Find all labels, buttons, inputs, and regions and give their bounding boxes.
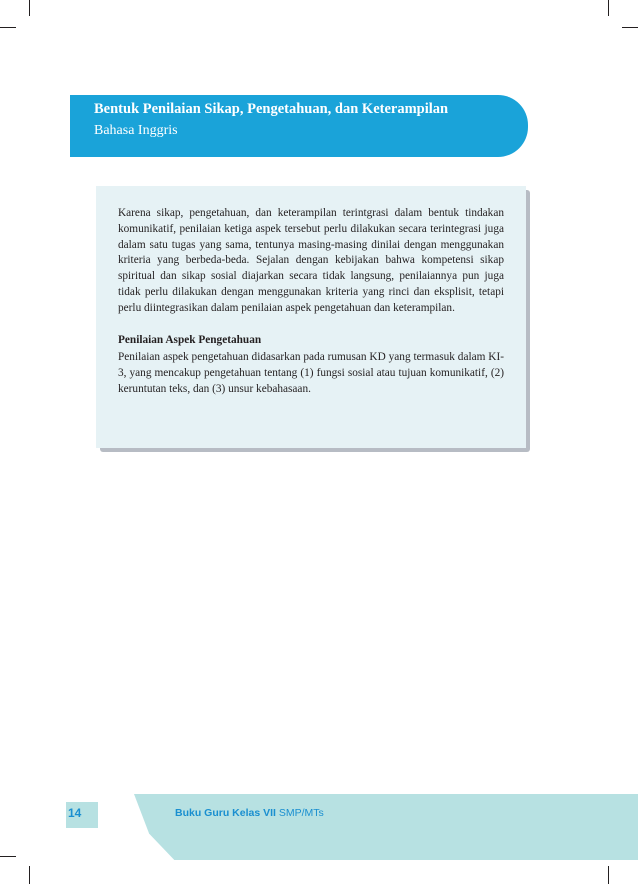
intro-paragraph: Karena sikap, pengetahuan, dan keterampilan terintgrasi dalam bentuk tindakan komunikatif, penilaian ketiga aspek tersebut perlu dilakukan secara terintegrasi juga dalam satu tugas yang sama, tentunya masing-masing dinilai dengan menggunakan kriteria yang berbeda-beda. Sejalan dengan kebijakan bahwa kompetensi sikap spiritual dan sikap sosial diajarkan secara tidak langsung, penilaiannya pun juga tidak perlu dilakukan dengan menggunakan kriteria yang rinci dan eksplisit, tetapi perlu diintegrasikan dalam penilaian aspek pengetahuan dan keterampilan.: [118, 207, 504, 314]
footer-band: [134, 794, 638, 860]
page-number: 14: [68, 806, 82, 820]
crop-mark-top-left-h: [0, 27, 16, 28]
header-banner: [70, 95, 528, 157]
footer-book-suffix: SMP/MTs: [275, 807, 324, 819]
content-box-body: [118, 206, 504, 398]
section-paragraph: Penilaian aspek pengetahuan didasarkan pada rumusan KD yang termasuk dalam KI-3, yang mencakup pengetahuan tentang (1) fungsi sosial atau tujuan komunikatif, (2) keruntutan teks, dan (3) unsur kebahasaan.: [118, 351, 504, 395]
section-heading: Penilaian Aspek Pengetahuan: [118, 333, 262, 346]
crop-mark-top-right-v: [608, 0, 609, 16]
footer-book-title-bold: Buku Guru Kelas VII: [175, 807, 276, 819]
content-box: [96, 186, 526, 448]
crop-mark-bottom-left-v: [29, 866, 30, 884]
crop-mark-bottom-left-h: [0, 856, 16, 857]
banner-subtitle: Bahasa Inggris: [94, 123, 178, 138]
crop-mark-bottom-right-v: [608, 866, 609, 884]
crop-mark-top-right-h: [622, 27, 638, 28]
banner-title: Bentuk Penilaian Sikap, Pengetahuan, dan Keterampilan: [94, 101, 449, 117]
crop-mark-top-left-v: [29, 0, 30, 16]
footer-book-title: [175, 807, 324, 819]
